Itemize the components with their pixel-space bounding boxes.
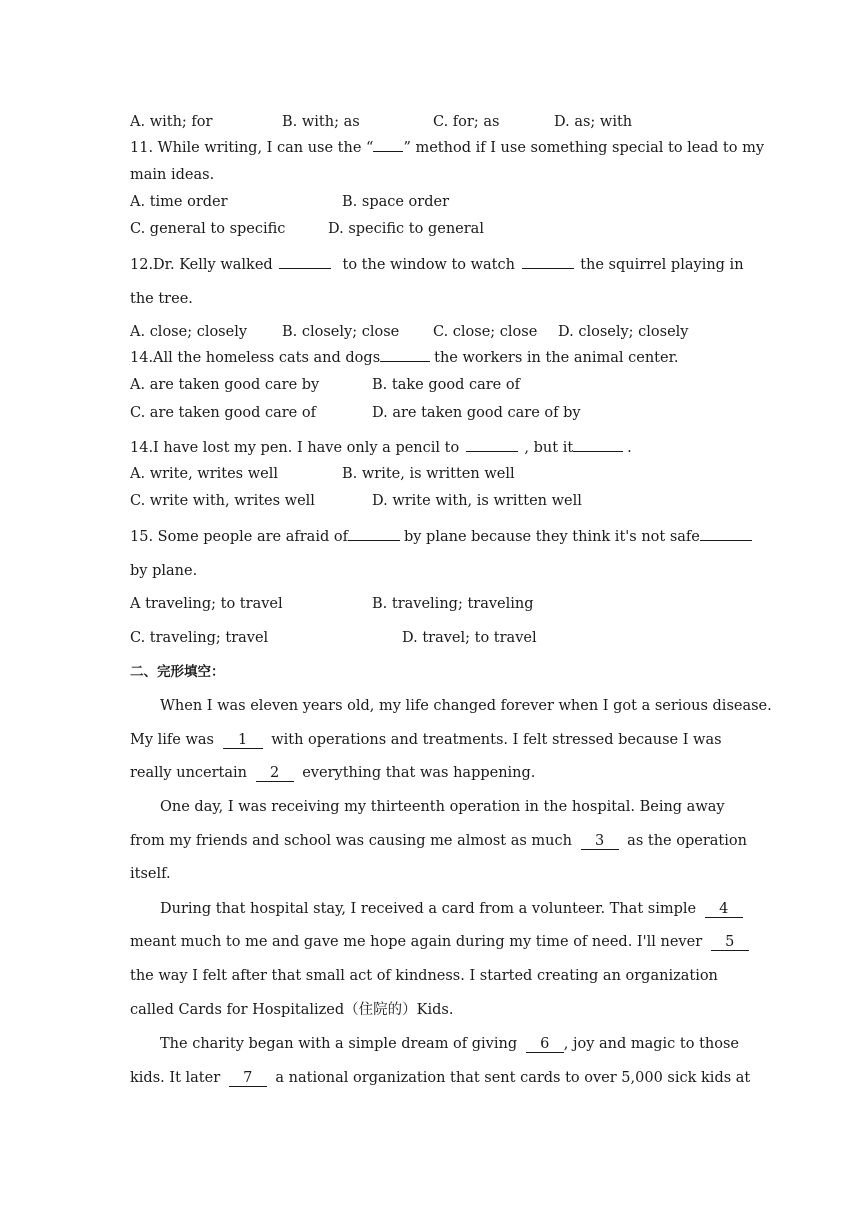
q11-option-c: C. general to specific xyxy=(130,221,286,237)
section-heading: 二、完形填空： xyxy=(130,664,225,680)
q14b-stem xyxy=(130,438,632,458)
q15-option-b: B. traveling; traveling xyxy=(372,596,534,612)
q12-stem-line2: the tree. xyxy=(130,291,193,307)
passage-line-5 xyxy=(130,831,747,851)
q14a-option-b: B. take good care of xyxy=(372,377,520,393)
q14a-option-a: A. are taken good care by xyxy=(130,377,320,393)
passage-text: kids. It later xyxy=(130,1070,221,1086)
q14a-stem xyxy=(130,348,679,368)
q14b-option-c: C. write with, writes well xyxy=(130,493,315,509)
passage-line-12 xyxy=(130,1068,750,1088)
q15-stem xyxy=(130,527,752,547)
q11-stem-text-cont: ” method if I use something special to lead to my xyxy=(403,140,765,156)
cloze-blank-6: 6 xyxy=(526,1036,564,1053)
q11-option-d: D. specific to general xyxy=(328,221,484,237)
passage-text: During that hospital stay, I received a card from a volunteer. That simple xyxy=(160,901,697,917)
passage-text: a national organization that sent cards to over 5,000 sick kids at xyxy=(275,1070,751,1086)
q12-stem-text-2: to the window to watch xyxy=(342,257,515,273)
passage-text: as the operation xyxy=(627,833,747,849)
q11-stem-text: 11. While writing, I can use the “ xyxy=(130,140,374,156)
q15-option-d: D. travel; to travel xyxy=(402,630,537,646)
cloze-blank-1: 1 xyxy=(223,732,263,749)
passage-text: meant much to me and gave me hope again during my time of need. I'll never xyxy=(130,934,703,950)
passage-line-1: When I was eleven years old, my life changed forever when I got a serious disease. xyxy=(160,698,772,714)
passage-text: The charity began with a simple dream of giving xyxy=(160,1036,518,1052)
q14a-blank xyxy=(380,361,430,362)
q12-option-b: B. closely; close xyxy=(282,324,400,340)
q11-blank xyxy=(373,151,403,152)
passage-line-9: the way I felt after that small act of kindness. I started creating an organization xyxy=(130,968,718,984)
cloze-blank-7: 7 xyxy=(229,1070,267,1087)
q14b-blank-1 xyxy=(466,451,518,452)
q15-option-a: A traveling; to travel xyxy=(130,596,283,612)
passage-line-10: called Cards for Hospitalized（住院的）Kids. xyxy=(130,1002,454,1018)
q11-option-a: A. time order xyxy=(130,194,228,210)
q10-option-b: B. with; as xyxy=(282,114,360,130)
passage-line-2 xyxy=(130,730,722,750)
passage-line-3 xyxy=(130,763,535,783)
q15-stem-text-2: by plane because they think it's not safe xyxy=(403,529,700,545)
passage-text: My life was xyxy=(130,732,214,748)
q12-option-d: D. closely; closely xyxy=(558,324,689,340)
q15-blank-2 xyxy=(700,540,752,541)
passage-text: really uncertain xyxy=(130,765,247,781)
q14b-option-b: B. write, is written well xyxy=(342,466,515,482)
cloze-blank-4: 4 xyxy=(705,901,743,918)
q15-stem-line2: by plane. xyxy=(130,563,198,579)
passage-text: from my friends and school was causing me almost as much xyxy=(130,833,572,849)
passage-text: everything that was happening. xyxy=(302,765,536,781)
q14a-stem-text: 14.All the homeless cats and dogs xyxy=(130,350,381,366)
q12-stem xyxy=(130,255,744,275)
q10-option-a: A. with; for xyxy=(130,114,213,130)
q12-option-a: A. close; closely xyxy=(130,324,248,340)
q11-stem xyxy=(130,138,764,158)
q14a-stem-text-2: the workers in the animal center. xyxy=(434,350,679,366)
q10-option-d: D. as; with xyxy=(554,114,633,130)
q15-stem-text: 15. Some people are afraid of xyxy=(130,529,348,545)
q12-blank-1 xyxy=(279,268,331,269)
q14b-stem-text-2: , but it xyxy=(524,440,574,456)
q15-option-c: C. traveling; travel xyxy=(130,630,269,646)
cloze-blank-2: 2 xyxy=(256,765,294,782)
passage-line-11 xyxy=(160,1034,739,1054)
q14b-option-d: D. write with, is written well xyxy=(372,493,582,509)
cloze-blank-5: 5 xyxy=(711,934,749,951)
passage-text: with operations and treatments. I felt stressed because I was xyxy=(271,732,722,748)
passage-line-8 xyxy=(130,932,753,952)
cloze-blank-3: 3 xyxy=(581,833,619,850)
passage-line-4: One day, I was receiving my thirteenth operation in the hospital. Being away xyxy=(160,799,725,815)
q12-option-c: C. close; close xyxy=(433,324,538,340)
q12-stem-text: 12.Dr. Kelly walked xyxy=(130,257,273,273)
q12-stem-text-3: the squirrel playing in xyxy=(580,257,744,273)
passage-line-6: itself. xyxy=(130,866,171,882)
q11-option-b: B. space order xyxy=(342,194,450,210)
q14a-option-c: C. are taken good care of xyxy=(130,405,316,421)
passage-line-7 xyxy=(160,899,747,919)
q11-stem-line2: main ideas. xyxy=(130,167,215,183)
passage-text: , joy and magic to those xyxy=(563,1036,739,1052)
q14b-stem-text-3: . xyxy=(627,440,632,456)
q12-blank-2 xyxy=(522,268,574,269)
q14b-blank-2 xyxy=(573,451,623,452)
q15-blank-1 xyxy=(348,540,400,541)
q10-option-c: C. for; as xyxy=(433,114,500,130)
q14b-option-a: A. write, writes well xyxy=(130,466,279,482)
q14a-option-d: D. are taken good care of by xyxy=(372,405,581,421)
q14b-stem-text: 14.I have lost my pen. I have only a pencil to xyxy=(130,440,460,456)
